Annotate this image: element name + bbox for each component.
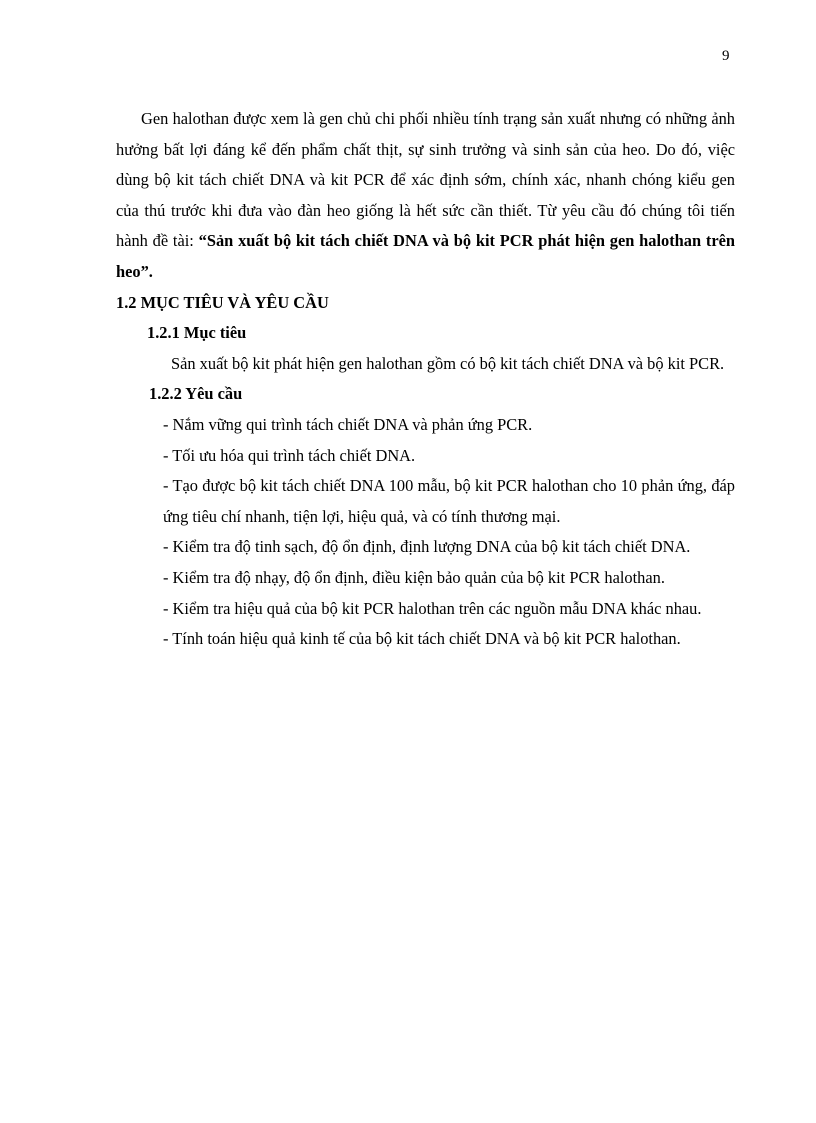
- requirement-item: - Kiểm tra hiệu quả của bộ kit PCR halothan trên các nguồn mẫu DNA khác nhau.: [163, 598, 702, 618]
- section-heading-1-2: 1.2 MỤC TIÊU VÀ YÊU CẦU: [116, 292, 329, 312]
- requirement-item: - Kiểm tra độ nhạy, độ ổn định, điều kiện bảo quản của bộ kit PCR halothan.: [163, 567, 665, 587]
- requirements-list: [116, 410, 735, 655]
- requirement-item: - Nắm vững qui trình tách chiết DNA và phản ứng PCR.: [163, 414, 533, 434]
- page-content: [116, 104, 735, 655]
- objective-paragraph: Sản xuất bộ kit phát hiện gen halothan gồm có bộ kit tách chiết DNA và bộ kit PCR.: [171, 353, 725, 373]
- requirement-item: - Kiểm tra độ tinh sạch, độ ổn định, định lượng DNA của bộ kit tách chiết DNA.: [163, 537, 691, 557]
- subsection-heading-1-2-2: 1.2.2 Yêu cầu: [149, 384, 243, 404]
- requirement-item: - Tạo được bộ kit tách chiết DNA 100 mẫu, bộ kit PCR halothan cho 10 phản ứng, đáp ứng tiêu chí nhanh, tiện lợi, hiệu quả, và có tính thương mại.: [163, 476, 735, 526]
- page-number: 9: [722, 48, 730, 64]
- subsection-heading-1-2-1: 1.2.1 Mục tiêu: [147, 323, 247, 343]
- thesis-title: “Sản xuất bộ kit tách chiết DNA và bộ kit PCR phát hiện gen halothan trên heo”.: [116, 231, 736, 281]
- intro-paragraph: [116, 104, 735, 288]
- requirement-item: - Tính toán hiệu quả kinh tế của bộ kit tách chiết DNA và bộ kit PCR halothan.: [163, 629, 681, 649]
- intro-text: Gen halothan được xem là gen chủ chi phối nhiều tính trạng sản xuất nhưng có những ảnh hưởng bất lợi đáng kể đến phẩm chất thịt, sự sinh trưởng và sinh sản của heo. Do đó, việc dùng bộ kit tách chiết DNA và kit PCR để xác định sớm, chính xác, nhanh chóng kiểu gen của thú trước khi đưa vào đàn heo giống là hết sức cần thiết. Từ yêu cầu đó chúng tôi tiến hành đề tài:: [116, 109, 735, 251]
- requirement-item: - Tối ưu hóa qui trình tách chiết DNA.: [163, 445, 416, 465]
